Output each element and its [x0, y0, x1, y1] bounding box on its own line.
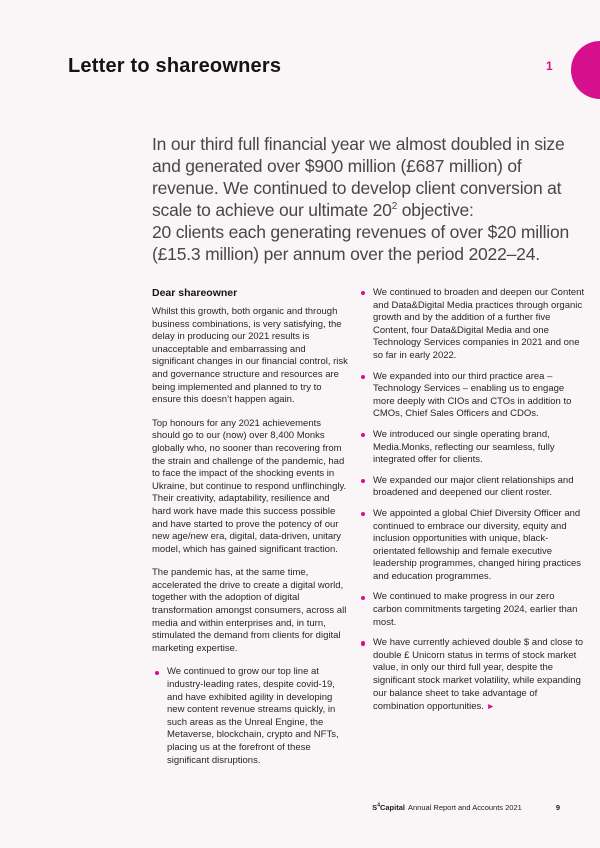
brand-logo-text: [372, 803, 405, 812]
intro-text-part1: In our third full financial year we almost doubled in size and generated over $900 million (£687 million) of revenue. We continued to develop client conversion at scale to achieve our ultimate 20: [152, 134, 565, 220]
left-column: [152, 287, 348, 775]
list-item: [358, 591, 586, 629]
achievement-list-left: [152, 666, 348, 767]
list-item-text: We continued to make progress in our zero carbon commitments targeting 2024, earlier than most.: [373, 591, 578, 628]
list-item: [358, 287, 586, 363]
forward-arrow-icon: ►: [486, 701, 495, 712]
intro-text-part3: 20 clients each generating revenues of over $20 million (£15.3 million) per annum over the period 2022–24.: [152, 222, 570, 264]
brand-letter: S: [372, 803, 378, 812]
list-item: [152, 666, 348, 767]
list-item-text: We continued to grow our top line at industry-leading rates, despite covid-19, and have exhibited agility in developing new content revenue streams quickly, in such areas as the Unreal Engine, the Metaverse, blockchain, crypto and NFTs, placing us at the forefront of these significant disruptions.: [167, 666, 339, 766]
salutation-heading: Dear shareowner: [152, 287, 238, 299]
report-title-text: Annual Report and Accounts 2021: [407, 803, 522, 812]
list-item: [358, 429, 586, 467]
page-title: Letter to shareowners: [68, 55, 282, 77]
list-item: [358, 508, 586, 584]
intro-superscript: 2: [391, 201, 398, 213]
list-item-text: We introduced our single operating brand, Media.Monks, reflecting our seamless, fully integrated offer for clients.: [373, 428, 555, 466]
two-column-body: [152, 287, 586, 775]
list-item-text: We expanded into our third practice area – Technology Services – enabling us to engage more deeply with CIOs and CTOs in addition to CMOs, Chief Sales Officers and CDOs.: [373, 370, 572, 420]
intro-paragraph: [152, 133, 590, 265]
intro-text-part2: objective:: [397, 200, 474, 220]
page-number: 9: [555, 803, 560, 812]
brand-circle-decoration: [571, 41, 600, 99]
paragraph: Top honours for any 2021 achievements should go to our (now) over 8,400 Monks globally who, no sooner than recovering from the strain and challenge of the pandemic, had to face the impact of the shocking events in Ukraine, but continue to respond unflinchingly. Their creativity, adaptability, resilience and hard work have made this success possible and have started to prove the potency of our new age/new era, digital, data-driven, unitary model, which has gained significant traction.: [152, 417, 347, 555]
section-number: 1: [546, 59, 553, 73]
list-item-text: We expanded our major client relationships and broadened and deepened our client roster.: [373, 474, 574, 499]
list-item: [358, 637, 586, 714]
page-footer: [152, 803, 560, 812]
brand-superscript: 4: [377, 802, 380, 809]
paragraph: The pandemic has, at the same time, accelerated the drive to create a digital world, together with the adoption of digital transformation amongst consumers, across all media and within enterprises and, in turn, stimulated the demand from clients for digital marketing expertise.: [152, 567, 347, 654]
brand-name: Capital: [379, 803, 405, 812]
achievement-list-right: [358, 287, 586, 714]
list-item-text: We appointed a global Chief Diversity Officer and continued to embrace our diversity, equity and inclusion opportunities with unique, black-orientated fellowship and female executive leadership programmes, changed hiring practices and education programmes.: [373, 507, 582, 582]
paragraph: Whilst this growth, both organic and through business combinations, is very satisfying, the delay in producing our 2021 results is unacceptable and embarrassing and significant changes in our financial control, risk and governance structure and resources are being implemented and planned to try to ensure this doesn’t happen again.: [152, 306, 348, 406]
list-item: [358, 371, 586, 421]
right-column: [358, 287, 586, 775]
list-item: [358, 475, 586, 500]
list-item-text: We have currently achieved double $ and close to double £ Unicorn status in terms of stock market value, in only our third full year, despite the significant stock market volatility, while expanding our balance sheet to take advantage of combination opportunities.: [373, 637, 584, 713]
list-item-text: We continued to broaden and deepen our Content and Data&Digital Media practices through organic growth and by the addition of a further five Content, four Data&Digital Media and one Technology Services companies in 2021 and one so far in early 2022.: [373, 287, 585, 361]
